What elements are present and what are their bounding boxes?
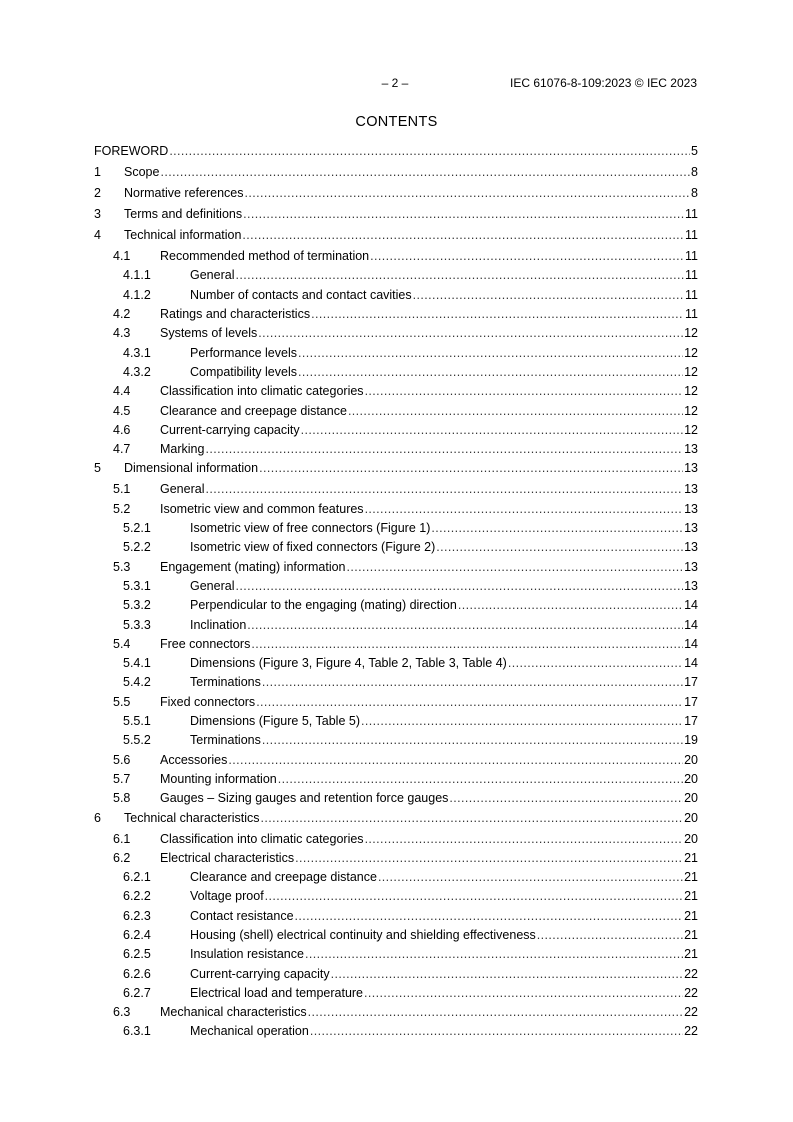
toc-entry-title: Recommended method of termination <box>160 249 370 264</box>
toc-entry[interactable] <box>94 144 698 159</box>
document-id: IEC 61076-8-109:2023 © IEC 2023 <box>510 76 697 90</box>
toc-entry-title: Voltage proof <box>190 889 264 904</box>
toc-entry-page: 8 <box>691 186 698 201</box>
toc-entry[interactable] <box>94 889 698 904</box>
toc-entry-page: 21 <box>684 889 698 904</box>
toc-entry-number: 6.1 <box>113 831 131 846</box>
contents-title: CONTENTS <box>355 114 438 130</box>
toc-entry-number: 4.1.1 <box>123 268 151 283</box>
toc-entry-number: 5.2.2 <box>123 540 151 555</box>
toc-entry-title: Technical information <box>124 228 242 243</box>
toc-entry-title: Free connectors <box>160 636 251 651</box>
toc-leader-dots <box>251 637 683 652</box>
toc-entry-number: 5.4.1 <box>123 656 151 671</box>
toc-entry-page: 11 <box>685 268 698 283</box>
toc-entry-number: 4 <box>94 228 101 243</box>
toc-entry-page: 21 <box>684 947 698 962</box>
toc-entry-page: 12 <box>684 326 698 341</box>
toc-entry-page: 5 <box>691 144 698 159</box>
toc-leader-dots <box>205 442 683 457</box>
toc-entry-number: 6.2.1 <box>123 870 151 885</box>
toc-entry-title: Mounting information <box>160 771 277 786</box>
toc-entry-number: 6.2 <box>113 850 131 865</box>
toc-entry-number: 5.5.2 <box>123 733 151 748</box>
toc-entry-page: 13 <box>684 578 698 593</box>
toc-entry-page: 13 <box>684 501 698 516</box>
toc-entry[interactable] <box>94 772 698 787</box>
toc-entry-page: 22 <box>684 985 698 1000</box>
toc-entry-page: 12 <box>684 345 698 360</box>
toc-entry-number: 4.6 <box>113 422 131 437</box>
toc-entry-title: FOREWORD <box>94 144 169 159</box>
toc-entry-number: 5.5.1 <box>123 714 151 729</box>
toc-entry[interactable] <box>94 618 698 633</box>
toc-leader-dots <box>243 207 684 222</box>
toc-leader-dots <box>259 461 683 476</box>
toc-entry-number: 5.4 <box>113 636 131 651</box>
toc-entry-title: Current-carrying capacity <box>160 422 300 437</box>
toc-entry[interactable] <box>94 811 698 826</box>
toc-entry[interactable] <box>94 1024 698 1039</box>
toc-entry-title: Clearance and creepage distance <box>190 870 377 885</box>
toc-entry-page: 21 <box>684 927 698 942</box>
toc-entry-page: 13 <box>684 482 698 497</box>
toc-leader-dots <box>508 656 683 671</box>
toc-leader-dots <box>205 482 683 497</box>
toc-entry[interactable] <box>94 909 698 924</box>
toc-leader-dots <box>298 346 683 361</box>
toc-leader-dots <box>458 598 683 613</box>
toc-entry-title: Scope <box>124 165 160 180</box>
toc-entry-number: 6.2.7 <box>123 985 151 1000</box>
toc-entry-page: 14 <box>684 617 698 632</box>
toc-entry[interactable] <box>94 249 698 264</box>
toc-leader-dots <box>295 909 684 924</box>
toc-entry[interactable] <box>94 656 698 671</box>
toc-entry-number: 4.2 <box>113 307 131 322</box>
toc-entry[interactable] <box>94 423 698 438</box>
toc-entry[interactable] <box>94 598 698 613</box>
toc-entry-title: Performance levels <box>190 345 297 360</box>
toc-leader-dots <box>278 772 683 787</box>
toc-leader-dots <box>370 249 684 264</box>
toc-leader-dots <box>413 288 684 303</box>
toc-entry-title: Systems of levels <box>160 326 258 341</box>
toc-entry-page: 13 <box>684 540 698 555</box>
toc-entry-page: 21 <box>684 870 698 885</box>
toc-entry-number: 5.4.2 <box>123 675 151 690</box>
toc-entry[interactable] <box>94 733 698 748</box>
toc-entry[interactable] <box>94 579 698 594</box>
toc-entry-number: 6.2.2 <box>123 889 151 904</box>
toc-entry-title: General <box>190 578 235 593</box>
toc-leader-dots <box>260 811 683 826</box>
toc-entry[interactable] <box>94 967 698 982</box>
toc-entry-page: 8 <box>691 165 698 180</box>
toc-entry-title: General <box>160 482 205 497</box>
toc-entry-number: 4.1 <box>113 249 131 264</box>
toc-entry-page: 20 <box>684 771 698 786</box>
toc-entry-page: 12 <box>684 364 698 379</box>
toc-entry[interactable] <box>94 307 698 322</box>
toc-entry-title: Isometric view of fixed connectors (Figure 2) <box>190 540 436 555</box>
toc-entry-page: 22 <box>684 966 698 981</box>
toc-entry-title: Terms and definitions <box>124 207 243 222</box>
toc-entry-page: 11 <box>685 228 698 243</box>
toc-entry-page: 13 <box>684 461 698 476</box>
toc-entry-number: 6.3.1 <box>123 1024 151 1039</box>
toc-entry-number: 4.5 <box>113 403 131 418</box>
toc-entry-title: Dimensional information <box>124 461 259 476</box>
toc-entry-title: Mechanical characteristics <box>160 1005 307 1020</box>
toc-entry-page: 13 <box>684 442 698 457</box>
toc-leader-dots <box>449 791 683 806</box>
toc-entry-number: 4.1.2 <box>123 287 151 302</box>
toc-leader-dots <box>308 1005 684 1020</box>
table-of-contents <box>94 143 698 1044</box>
toc-entry[interactable] <box>94 947 698 962</box>
toc-entry-title: Fixed connectors <box>160 694 256 709</box>
toc-leader-dots <box>169 144 690 159</box>
toc-entry-number: 5.3 <box>113 559 131 574</box>
toc-entry-number: 4.3.1 <box>123 345 151 360</box>
toc-entry-page: 21 <box>684 850 698 865</box>
toc-entry-title: Gauges – Sizing gauges and retention force gauges <box>160 791 449 806</box>
toc-entry-page: 17 <box>684 694 698 709</box>
toc-entry[interactable] <box>94 207 698 222</box>
toc-leader-dots <box>305 947 683 962</box>
toc-entry-title: Inclination <box>190 617 247 632</box>
toc-entry[interactable] <box>94 461 698 476</box>
toc-entry-number: 5.2.1 <box>123 521 151 536</box>
toc-entry-page: 14 <box>684 656 698 671</box>
toc-entry[interactable] <box>94 442 698 457</box>
toc-entry-title: Clearance and creepage distance <box>160 403 347 418</box>
toc-entry-title: Normative references <box>124 186 244 201</box>
toc-entry-page: 11 <box>685 249 698 264</box>
toc-leader-dots <box>348 404 683 419</box>
toc-leader-dots <box>235 268 684 283</box>
toc-entry-title: Isometric view and common features <box>160 501 364 516</box>
toc-entry-title: General <box>190 268 235 283</box>
toc-entry-title: Terminations <box>190 675 261 690</box>
toc-leader-dots <box>365 384 684 399</box>
toc-entry-page: 12 <box>684 384 698 399</box>
toc-entry-title: Insulation resistance <box>190 947 304 962</box>
toc-entry[interactable] <box>94 288 698 303</box>
toc-entry[interactable] <box>94 365 698 380</box>
toc-entry-page: 19 <box>684 733 698 748</box>
toc-entry[interactable] <box>94 384 698 399</box>
toc-entry-number: 6 <box>94 810 101 825</box>
toc-leader-dots <box>228 753 683 768</box>
toc-entry[interactable] <box>94 346 698 361</box>
toc-entry-page: 21 <box>684 908 698 923</box>
toc-entry-title: Compatibility levels <box>190 364 297 379</box>
toc-entry-title: Dimensions (Figure 5, Table 5) <box>190 714 360 729</box>
toc-entry-page: 11 <box>685 287 698 302</box>
toc-entry-title: Marking <box>160 442 205 457</box>
toc-entry-title: Electrical load and temperature <box>190 985 364 1000</box>
toc-entry-number: 5 <box>94 461 101 476</box>
toc-leader-dots <box>295 851 683 866</box>
toc-entry-page: 20 <box>684 791 698 806</box>
toc-entry-number: 1 <box>94 165 101 180</box>
toc-entry-title: Current-carrying capacity <box>190 966 330 981</box>
toc-entry-number: 2 <box>94 186 101 201</box>
toc-entry-title: Isometric view of free connectors (Figure 1) <box>190 521 431 536</box>
toc-entry-title: Number of contacts and contact cavities <box>190 287 412 302</box>
toc-entry-number: 5.8 <box>113 791 131 806</box>
toc-entry[interactable] <box>94 851 698 866</box>
toc-entry-number: 4.3.2 <box>123 364 151 379</box>
toc-leader-dots <box>262 675 683 690</box>
toc-entry-number: 6.2.5 <box>123 947 151 962</box>
toc-leader-dots <box>361 714 683 729</box>
toc-entry-page: 13 <box>684 559 698 574</box>
toc-entry-number: 5.6 <box>113 752 131 767</box>
toc-entry-title: Perpendicular to the engaging (mating) direction <box>190 598 457 613</box>
toc-entry[interactable] <box>94 560 698 575</box>
toc-entry-number: 4.4 <box>113 384 131 399</box>
toc-leader-dots <box>436 540 683 555</box>
toc-entry-title: Electrical characteristics <box>160 850 295 865</box>
toc-leader-dots <box>331 967 683 982</box>
toc-entry-title: Classification into climatic categories <box>160 831 364 846</box>
toc-entry-number: 6.2.6 <box>123 966 151 981</box>
toc-entry-page: 20 <box>684 810 698 825</box>
toc-entry-number: 6.2.4 <box>123 927 151 942</box>
toc-entry-title: Accessories <box>160 752 228 767</box>
toc-entry-page: 12 <box>684 422 698 437</box>
toc-entry[interactable] <box>94 482 698 497</box>
toc-leader-dots <box>365 502 684 517</box>
toc-entry[interactable] <box>94 186 698 201</box>
toc-leader-dots <box>265 889 683 904</box>
toc-entry-number: 5.3.2 <box>123 598 151 613</box>
toc-entry[interactable] <box>94 268 698 283</box>
toc-entry-number: 6.2.3 <box>123 908 151 923</box>
toc-entry-title: Terminations <box>190 733 261 748</box>
toc-entry[interactable] <box>94 540 698 555</box>
toc-entry-title: Classification into climatic categories <box>160 384 364 399</box>
toc-entry-title: Technical characteristics <box>124 810 260 825</box>
toc-entry[interactable] <box>94 404 698 419</box>
toc-entry[interactable] <box>94 695 698 710</box>
toc-leader-dots <box>310 1024 683 1039</box>
toc-entry-page: 13 <box>684 521 698 536</box>
toc-entry-number: 5.1 <box>113 482 131 497</box>
toc-entry-page: 12 <box>684 403 698 418</box>
toc-entry-title: Contact resistance <box>190 908 294 923</box>
toc-leader-dots <box>160 165 690 180</box>
toc-leader-dots <box>311 307 684 322</box>
toc-entry-number: 4.7 <box>113 442 131 457</box>
toc-entry[interactable] <box>94 326 698 341</box>
toc-leader-dots <box>245 186 691 201</box>
toc-leader-dots <box>258 326 683 341</box>
toc-entry[interactable] <box>94 986 698 1001</box>
toc-entry-page: 17 <box>684 714 698 729</box>
toc-entry-title: Mechanical operation <box>190 1024 309 1039</box>
toc-entry[interactable] <box>94 637 698 652</box>
toc-entry[interactable] <box>94 675 698 690</box>
toc-leader-dots <box>262 733 683 748</box>
toc-leader-dots <box>378 870 683 885</box>
toc-entry-number: 5.2 <box>113 501 131 516</box>
toc-leader-dots <box>347 560 684 575</box>
toc-entry-number: 3 <box>94 207 101 222</box>
toc-entry-page: 14 <box>684 636 698 651</box>
toc-entry-number: 5.3.3 <box>123 617 151 632</box>
toc-leader-dots <box>242 228 684 243</box>
toc-entry[interactable] <box>94 228 698 243</box>
toc-leader-dots <box>365 832 684 847</box>
toc-entry[interactable] <box>94 753 698 768</box>
toc-entry-number: 6.3 <box>113 1005 131 1020</box>
toc-entry-number: 5.7 <box>113 771 131 786</box>
toc-entry-title: Ratings and characteristics <box>160 307 311 322</box>
toc-leader-dots <box>431 521 683 536</box>
toc-entry-page: 20 <box>684 752 698 767</box>
toc-entry[interactable] <box>94 791 698 806</box>
toc-entry-title: Housing (shell) electrical continuity and shielding effectiveness <box>190 927 536 942</box>
toc-leader-dots <box>537 928 683 943</box>
toc-entry[interactable] <box>94 1005 698 1020</box>
toc-entry[interactable] <box>94 714 698 729</box>
toc-entry-title: Dimensions (Figure 3, Figure 4, Table 2, Table 3, Table 4) <box>190 656 507 671</box>
toc-entry[interactable] <box>94 165 698 180</box>
toc-entry[interactable] <box>94 928 698 943</box>
toc-leader-dots <box>298 365 683 380</box>
toc-entry-title: Engagement (mating) information <box>160 559 346 574</box>
toc-entry[interactable] <box>94 502 698 517</box>
toc-leader-dots <box>247 618 683 633</box>
toc-entry-page: 11 <box>685 207 698 222</box>
toc-entry-page: 22 <box>684 1024 698 1039</box>
toc-entry-page: 11 <box>685 307 698 322</box>
toc-leader-dots <box>301 423 683 438</box>
toc-entry-page: 17 <box>684 675 698 690</box>
toc-entry-page: 14 <box>684 598 698 613</box>
toc-entry-number: 5.3.1 <box>123 578 151 593</box>
toc-entry-number: 5.5 <box>113 694 131 709</box>
toc-entry-number: 4.3 <box>113 326 131 341</box>
toc-entry-page: 22 <box>684 1005 698 1020</box>
toc-leader-dots <box>235 579 683 594</box>
toc-entry[interactable] <box>94 832 698 847</box>
toc-entry[interactable] <box>94 521 698 536</box>
toc-entry[interactable] <box>94 870 698 885</box>
toc-leader-dots <box>364 986 683 1001</box>
toc-leader-dots <box>256 695 683 710</box>
toc-entry-page: 20 <box>684 831 698 846</box>
page-number: – 2 – <box>381 76 409 90</box>
